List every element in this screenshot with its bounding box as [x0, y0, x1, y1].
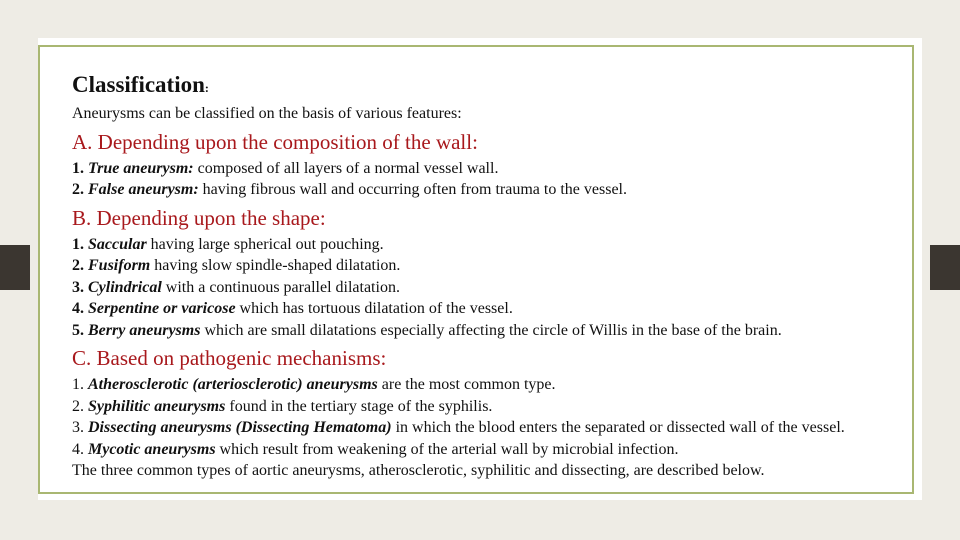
- list-item: [72, 374, 902, 396]
- section-heading-composition: A. Depending upon the composition of the wall:: [72, 129, 478, 154]
- item-term: Cylindrical: [88, 278, 162, 296]
- item-number: 4.: [72, 440, 84, 458]
- item-term: Berry aneurysms: [88, 321, 201, 339]
- item-number: 1.: [72, 235, 84, 253]
- closing-text: The three common types of aortic aneurysms, atherosclerotic, syphilitic and dissecting, are described below.: [72, 462, 765, 479]
- list-item: [72, 179, 902, 201]
- item-number: 2.: [72, 181, 84, 198]
- section-heading-shape: B. Depending upon the shape:: [72, 205, 326, 230]
- item-description: are the most common type.: [377, 376, 556, 393]
- item-description: with a continuous parallel dilatation.: [161, 278, 400, 296]
- item-number: 3.: [72, 278, 84, 296]
- item-number: 2.: [72, 397, 84, 415]
- list-item: [72, 396, 902, 418]
- item-term: Dissecting aneurysms (Dissecting Hematoma): [88, 419, 392, 436]
- item-number: 5.: [72, 321, 84, 339]
- item-description: composed of all layers of a normal vessel wall.: [193, 159, 499, 177]
- item-number: 2.: [72, 257, 84, 274]
- right-edge-tab: [930, 245, 960, 290]
- item-number: 3.: [72, 419, 84, 436]
- item-description: which are small dilatations especially affecting the circle of Willis in the base of the brain.: [200, 321, 782, 339]
- item-number: 1.: [72, 376, 84, 393]
- list-item: [72, 158, 902, 180]
- item-term: Serpentine or varicose: [88, 300, 236, 317]
- item-number: 1.: [72, 159, 84, 177]
- item-term: Fusiform: [88, 257, 151, 274]
- list-item: [72, 277, 902, 299]
- item-description: in which the blood enters the separated or dissected wall of the vessel.: [391, 419, 845, 436]
- intro-text: Aneurysms can be classified on the basis of various features:: [72, 105, 462, 122]
- item-term: True aneurysm:: [88, 159, 194, 177]
- list-item: [72, 320, 902, 342]
- list-item: [72, 298, 902, 320]
- item-term: Mycotic aneurysms: [88, 440, 216, 458]
- section-heading-pathogenic: C. Based on pathogenic mechanisms:: [72, 346, 387, 370]
- list-item: [72, 417, 902, 439]
- item-term: Saccular: [88, 235, 147, 253]
- slide-content: [72, 70, 902, 482]
- list-item: [72, 439, 902, 461]
- title-colon: :: [204, 81, 209, 95]
- item-description: having large spherical out pouching.: [146, 235, 384, 253]
- item-term: False aneurysm:: [88, 181, 199, 198]
- slide-title: [72, 70, 902, 103]
- item-term: Syphilitic aneurysms: [88, 397, 226, 415]
- title-text: Classification: [72, 72, 205, 97]
- item-description: found in the tertiary stage of the syphilis.: [225, 397, 493, 415]
- item-number: 4.: [72, 300, 84, 317]
- item-description: having fibrous wall and occurring often from trauma to the vessel.: [198, 181, 627, 198]
- item-description: which has tortuous dilatation of the vessel.: [235, 300, 513, 317]
- item-term: Atherosclerotic (arteriosclerotic) aneurysms: [88, 376, 378, 393]
- item-description: having slow spindle-shaped dilatation.: [150, 257, 401, 274]
- list-item: [72, 255, 902, 277]
- item-description: which result from weakening of the arterial wall by microbial infection.: [215, 440, 679, 458]
- left-edge-tab: [0, 245, 30, 290]
- list-item: [72, 234, 902, 256]
